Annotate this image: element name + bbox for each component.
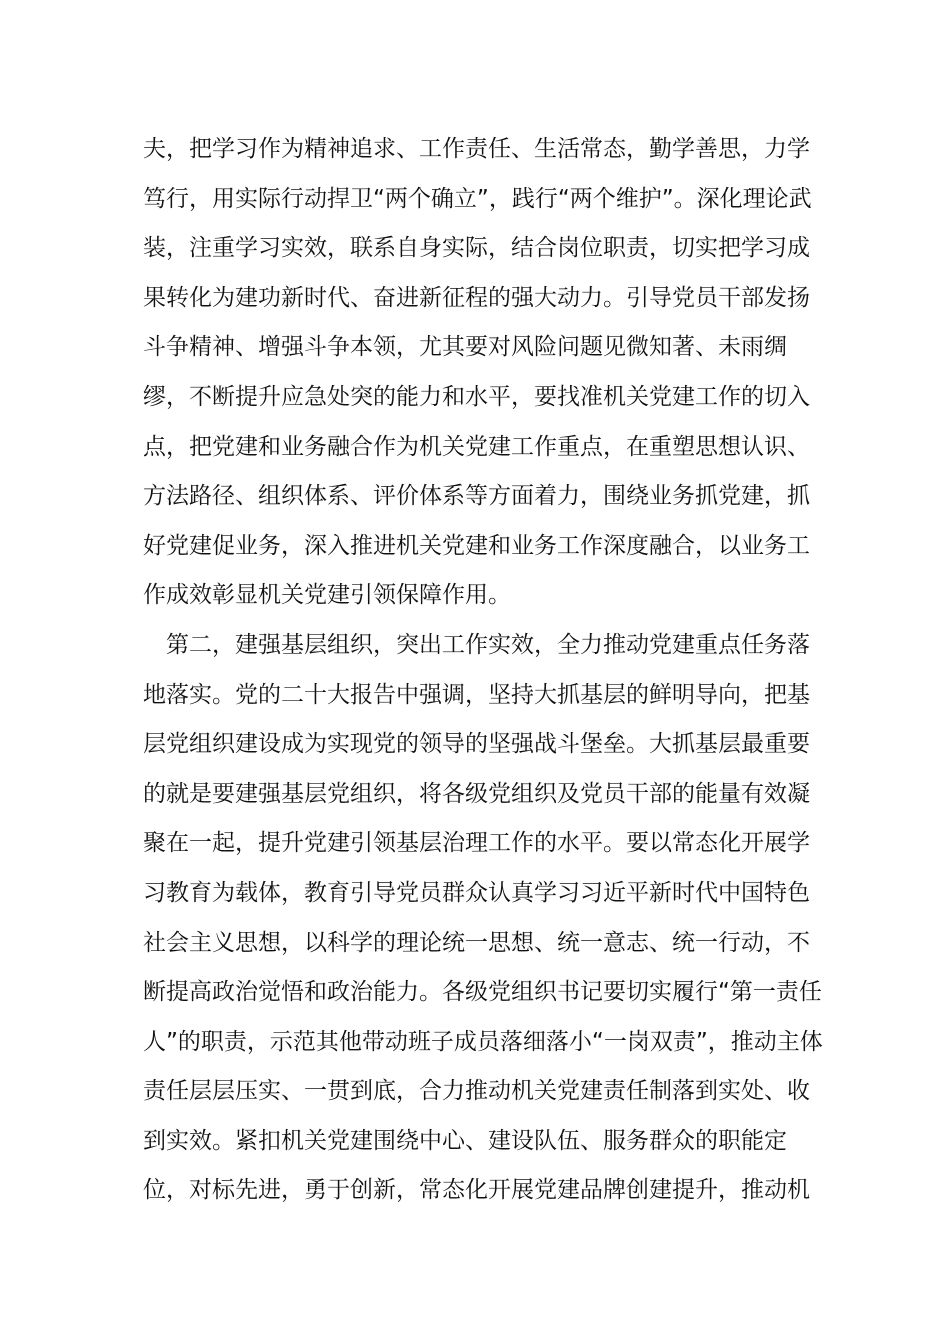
text-line: 地落实。党的二十大报告中强调，坚持大抓基层的鲜明导向，把基 xyxy=(143,681,810,708)
text-line: 方法路径、组织体系、评价体系等方面着力，围绕业务抓党建，抓 xyxy=(143,483,810,510)
text-line: 第二，建强基层组织，突出工作实效，全力推动党建重点任务落 xyxy=(143,631,810,658)
text-line: 位，对标先进，勇于创新，常态化开展党建品牌创建提升，推动机 xyxy=(143,1177,810,1204)
text-line: 到实效。紧扣机关党建围绕中心、建设队伍、服务群众的职能定 xyxy=(143,1127,787,1154)
text-line: 夫，把学习作为精神追求、工作责任、生活常态，勤学善思，力学 xyxy=(143,136,810,162)
text-line: 作成效彰显机关党建引领保障作用。 xyxy=(143,582,511,609)
text-line: 习教育为载体，教育引导党员群众认真学习习近平新时代中国特色 xyxy=(143,879,810,906)
text-line: 社会主义思想，以科学的理论统一思想、统一意志、统一行动，不 xyxy=(143,929,810,956)
text-line: 的就是要建强基层党组织，将各级党组织及党员干部的能量有效凝 xyxy=(143,780,810,807)
text-line: 断提高政治觉悟和政治能力。各级党组织书记要切实履行“第一责任 xyxy=(143,979,822,1006)
text-line: 装，注重学习实效，联系自身实际，结合岗位职责，切实把学习成 xyxy=(143,235,810,262)
body-text xyxy=(143,125,823,1216)
text-line: 人”的职责，示范其他带动班子成员落细落小“一岗双责”，推动主体 xyxy=(143,1028,823,1055)
text-line: 聚在一起，提升党建引领基层治理工作的水平。要以常态化开展学 xyxy=(143,830,810,857)
text-line: 笃行，用实际行动捍卫“两个确立”，践行“两个维护”。深化理论武 xyxy=(143,185,812,212)
text-line: 责任层层压实、一贯到底，合力推动机关党建责任制落到实处、收 xyxy=(143,1078,810,1105)
text-line: 果转化为建功新时代、奋进新征程的强大动力。引导党员干部发扬 xyxy=(143,284,810,311)
text-line: 好党建促业务，深入推进机关党建和业务工作深度融合，以业务工 xyxy=(143,532,810,559)
text-line: 缪，不断提升应急处突的能力和水平，要找准机关党建工作的切入 xyxy=(143,383,810,410)
text-line: 点，把党建和业务融合作为机关党建工作重点，在重塑思想认识、 xyxy=(143,433,810,460)
text-line: 层党组织建设成为实现党的领导的坚强战斗堡垒。大抓基层最重要 xyxy=(143,731,810,758)
text-line: 斗争精神、增强斗争本领，尤其要对风险问题见微知著、未雨绸 xyxy=(143,334,787,361)
